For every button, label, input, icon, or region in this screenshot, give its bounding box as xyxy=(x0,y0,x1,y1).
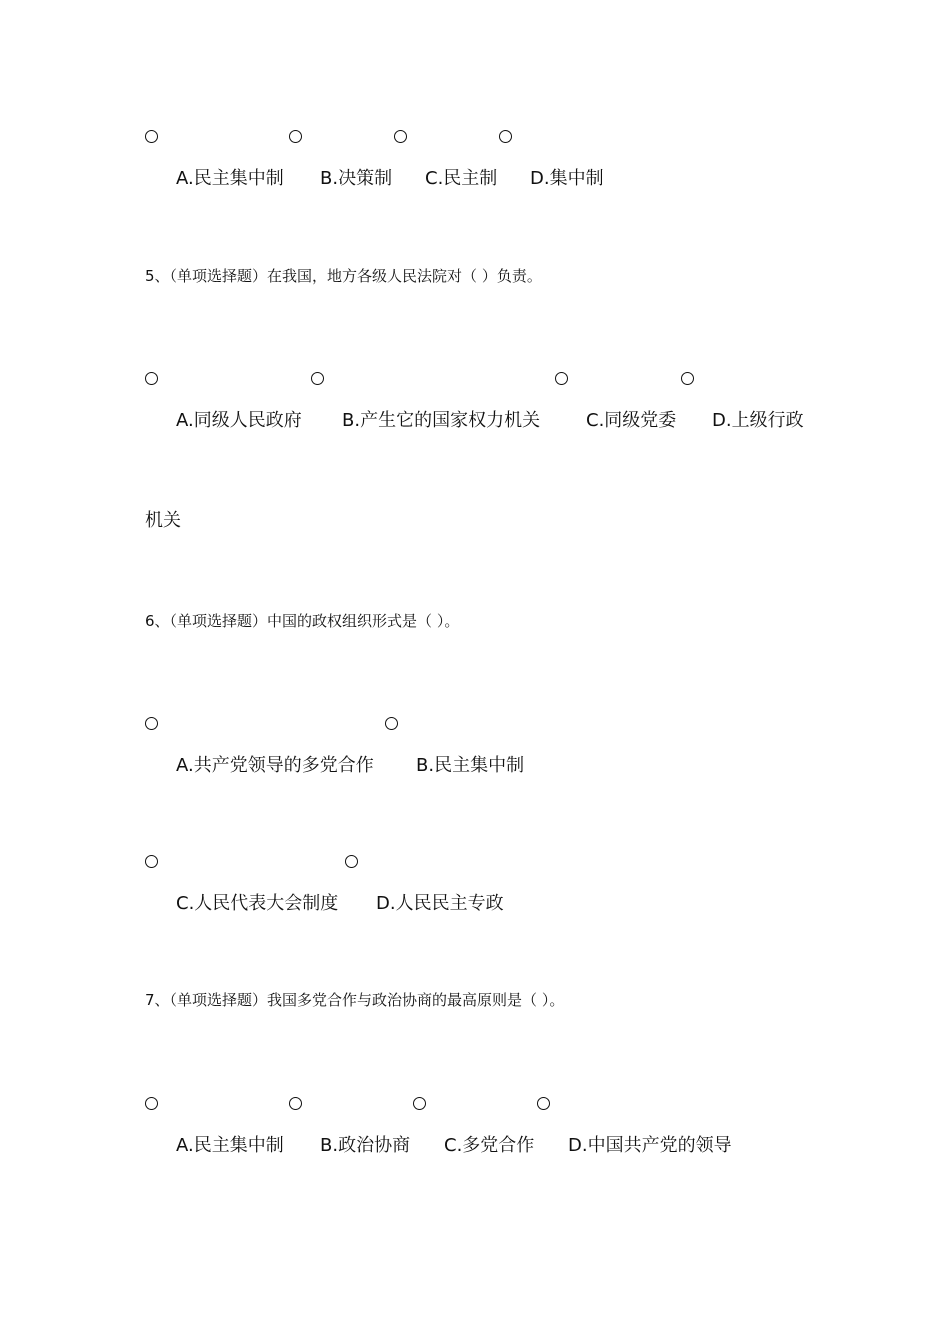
radio-q5-d[interactable] xyxy=(681,372,694,385)
radio-q5-a[interactable] xyxy=(145,372,158,385)
option-q4-d[interactable]: D.集中制 xyxy=(530,168,604,189)
radio-q4-b[interactable] xyxy=(289,130,302,143)
radio-q6-d[interactable] xyxy=(345,855,358,868)
option-q5-d[interactable]: D.上级行政 xyxy=(712,410,804,431)
option-q6-c[interactable]: C.人民代表大会制度 xyxy=(176,893,339,914)
option-q4-b[interactable]: B.决策制 xyxy=(320,168,393,189)
option-q6-d[interactable]: D.人民民主专政 xyxy=(376,893,504,914)
radio-q4-c[interactable] xyxy=(394,130,407,143)
radio-q4-d[interactable] xyxy=(499,130,512,143)
radio-q7-b[interactable] xyxy=(289,1097,302,1110)
question-6-stem: 6、（单项选择题）中国的政权组织形式是（ ）。 xyxy=(145,612,460,630)
option-q7-c[interactable]: C.多党合作 xyxy=(444,1135,535,1156)
option-q7-a[interactable]: A.民主集中制 xyxy=(176,1135,284,1156)
option-q5-b[interactable]: B.产生它的国家权力机关 xyxy=(342,410,541,431)
option-q4-a[interactable]: A.民主集中制 xyxy=(176,168,284,189)
radio-q6-b[interactable] xyxy=(385,717,398,730)
question-5-stem: 5、（单项选择题）在我国，地方各级人民法院对（ ）负责。 xyxy=(145,267,542,285)
radio-q6-c[interactable] xyxy=(145,855,158,868)
radio-q5-b[interactable] xyxy=(311,372,324,385)
radio-q7-a[interactable] xyxy=(145,1097,158,1110)
radio-q7-d[interactable] xyxy=(537,1097,550,1110)
option-q6-a[interactable]: A.共产党领导的多党合作 xyxy=(176,755,374,776)
radio-q7-c[interactable] xyxy=(413,1097,426,1110)
option-q4-c[interactable]: C.民主制 xyxy=(425,168,498,189)
option-q5-d-continuation: 机关 xyxy=(145,510,181,531)
option-q7-b[interactable]: B.政治协商 xyxy=(320,1135,411,1156)
radio-q5-c[interactable] xyxy=(555,372,568,385)
option-q5-c[interactable]: C.同级党委 xyxy=(586,410,677,431)
radio-q6-a[interactable] xyxy=(145,717,158,730)
option-q5-a[interactable]: A.同级人民政府 xyxy=(176,410,302,431)
option-q7-d[interactable]: D.中国共产党的领导 xyxy=(568,1135,732,1156)
question-7-stem: 7、（单项选择题）我国多党合作与政治协商的最高原则是（ ）。 xyxy=(145,991,565,1009)
option-q6-b[interactable]: B.民主集中制 xyxy=(416,755,525,776)
radio-q4-a[interactable] xyxy=(145,130,158,143)
